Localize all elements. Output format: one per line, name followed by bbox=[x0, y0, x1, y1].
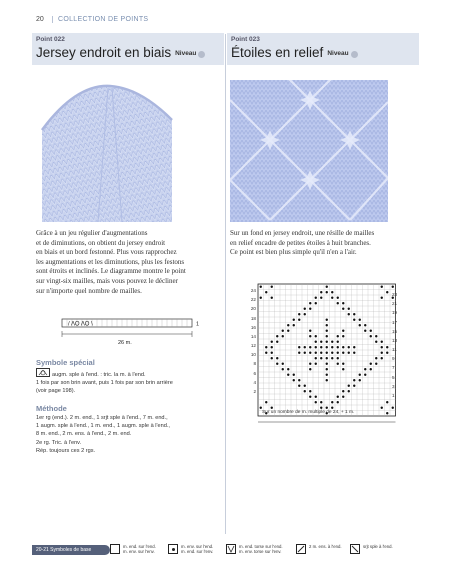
legend-item bbox=[296, 544, 342, 554]
desc-line: sur vingt-six mailles, mais vous pouvez le décliner bbox=[36, 276, 178, 285]
row-label: 7 bbox=[392, 365, 395, 371]
bias-stitch-diagram bbox=[56, 317, 206, 347]
bias-jersey-swatch-image bbox=[36, 80, 178, 222]
row-label: 10 bbox=[250, 352, 256, 358]
legend-text: m. env. sur l'end. bbox=[181, 544, 214, 549]
row-label: 8 bbox=[253, 361, 256, 367]
legend-item bbox=[110, 544, 156, 554]
method-heading: Méthode bbox=[36, 404, 67, 413]
desc-line: en relief encadre de petites étoiles à huit branches. bbox=[230, 238, 371, 247]
right-title-text: Étoiles en relief bbox=[231, 45, 324, 60]
row-label: 14 bbox=[250, 333, 256, 339]
row-label: 6 bbox=[253, 370, 256, 376]
column-divider bbox=[225, 34, 226, 534]
special-symbol-heading: Symbole spécial bbox=[36, 358, 95, 367]
symbol-line: augm. sple à l'end. : tric. la m. à l'end. bbox=[52, 372, 146, 378]
legend-text: m. end. sur l'end. bbox=[123, 544, 156, 549]
row-label: 5 bbox=[392, 374, 395, 380]
page-number: 20 bbox=[36, 16, 44, 23]
row-label: 17 bbox=[392, 319, 398, 325]
left-swatch-photo bbox=[36, 80, 178, 222]
legend-text: m. env. torse sur l'env. bbox=[239, 549, 282, 554]
desc-line: en biais et un bord festonné. Plus vous rapprochez bbox=[36, 248, 177, 257]
desc-line: Ce point est bien plus simple qu'il n'en a l'air. bbox=[230, 248, 357, 257]
level-icon bbox=[351, 51, 358, 58]
symbol-line: (voir page 198). bbox=[36, 388, 76, 395]
dot-square-icon bbox=[168, 544, 178, 554]
row-label: 11 bbox=[392, 347, 397, 353]
footer-tab[interactable]: 20-21 Symboles de base bbox=[32, 545, 110, 555]
increase-symbol-glyph bbox=[37, 369, 49, 376]
right-description bbox=[230, 229, 422, 258]
section-title: COLLECTION DE POINTS bbox=[52, 16, 148, 23]
diagram-symbols: / ΛΟ ΛΟ \ bbox=[68, 321, 93, 328]
legend-item bbox=[350, 544, 393, 554]
legend-item bbox=[168, 544, 213, 554]
stars-stitch-chart bbox=[240, 274, 416, 426]
chart-cells bbox=[258, 284, 396, 416]
chart-right-row-labels bbox=[392, 290, 406, 400]
method-line: 8 m. end., 2 m. ens. à l'end., 2 m. end. bbox=[36, 431, 132, 438]
row-diagram bbox=[56, 317, 206, 347]
row-label: 20 bbox=[250, 306, 256, 312]
slash-square-icon bbox=[226, 544, 236, 554]
row-label: 9 bbox=[392, 356, 395, 362]
chart-caption: Sur un nombre de m. multiple de 24, + 1 m. bbox=[262, 410, 355, 415]
symbol-line: 1 fois par son brin avant, puis 1 fois par son brin arrière bbox=[36, 380, 173, 387]
row-label: 18 bbox=[250, 315, 256, 321]
legend-text: m. end. torse sur l'end. bbox=[239, 544, 283, 549]
row-label: 24 bbox=[250, 288, 256, 293]
k2tog-glyph bbox=[297, 545, 305, 553]
row-label: 13 bbox=[392, 337, 398, 343]
desc-line: Sur un fond en jersey endroit, une résille de mailles bbox=[230, 229, 375, 237]
row-label: 15 bbox=[392, 328, 398, 334]
slash-glyph bbox=[227, 545, 235, 553]
special-symbol-text bbox=[36, 368, 222, 396]
row-label: 19 bbox=[392, 310, 398, 316]
desc-line: et de diminutions, on obtient du jersey endroit bbox=[36, 238, 166, 247]
diagram-row-number: 1 bbox=[196, 321, 200, 328]
left-title-text: Jersey endroit en biais bbox=[36, 45, 172, 60]
row-label: 22 bbox=[250, 297, 256, 303]
desc-line: sur n'importe quel nombre de mailles. bbox=[36, 286, 142, 295]
desc-line: les augmentations et les diminutions, plus les festons bbox=[36, 257, 185, 266]
row-label: 2 bbox=[253, 388, 256, 394]
legend-text: 2 m. ens. à l'end. bbox=[309, 544, 342, 549]
diagram-width-label: 26 m. bbox=[118, 340, 132, 346]
method-line: 1 augm. sple à l'end., 1 m. end., 1 augm. sple à l'end., bbox=[36, 423, 170, 430]
row-label: 3 bbox=[392, 383, 395, 389]
chart-left-row-labels bbox=[244, 286, 256, 396]
increase-symbol-icon bbox=[36, 368, 50, 377]
method-text bbox=[36, 414, 222, 455]
legend-text: srjt sple à l'end. bbox=[363, 544, 393, 549]
legend-item bbox=[226, 544, 283, 554]
left-title bbox=[36, 45, 205, 60]
left-level-label: Niveau bbox=[175, 50, 197, 57]
right-title bbox=[231, 45, 358, 60]
right-point-number: Point 023 bbox=[231, 36, 260, 43]
blank-square-icon bbox=[110, 544, 120, 554]
chart-grid bbox=[240, 274, 416, 426]
right-level-label: Niveau bbox=[327, 50, 349, 57]
stars-swatch-image bbox=[230, 80, 388, 222]
left-description bbox=[36, 229, 222, 296]
method-line: 1er rg (end.). 2 m. end., 1 srjt sple à l'end., 7 m. end., bbox=[36, 415, 168, 421]
method-line: 2e rg. Tric. à l'env. bbox=[36, 439, 82, 446]
row-label: 4 bbox=[253, 379, 256, 385]
method-line: Rép. toujours ces 2 rgs. bbox=[36, 447, 96, 454]
row-label: 12 bbox=[250, 343, 256, 349]
row-label: 21 bbox=[392, 301, 398, 307]
level-icon bbox=[198, 51, 205, 58]
row-label: 1 bbox=[392, 392, 395, 398]
row-label: 23 bbox=[392, 292, 398, 297]
legend-text: m. env. sur l'env. bbox=[123, 549, 155, 554]
left-point-number: Point 022 bbox=[36, 36, 65, 43]
ssk-icon bbox=[350, 544, 360, 554]
right-swatch-photo bbox=[230, 80, 388, 222]
row-label: 16 bbox=[250, 324, 256, 330]
desc-line: sont étroits et inclinés. Le diagramme montre le point bbox=[36, 267, 186, 276]
desc-line: Grâce à un jeu régulier d'augmentations bbox=[36, 229, 148, 237]
ssk-glyph bbox=[351, 545, 359, 553]
legend-text: m. end. sur l'env. bbox=[181, 549, 214, 554]
k2tog-icon bbox=[296, 544, 306, 554]
